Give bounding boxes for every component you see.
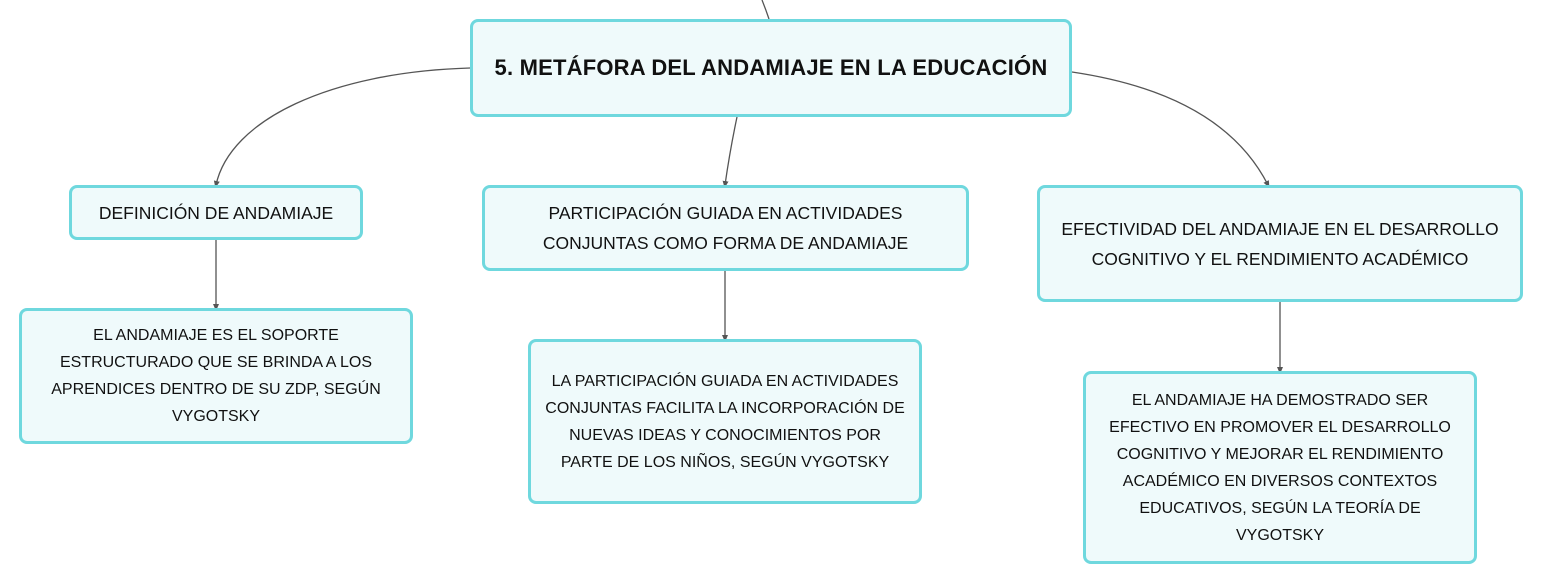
topic-node-label: EFECTIVIDAD DEL ANDAMIAJE EN EL DESARROLLO COGNITIVO Y EL RENDIMIENTO ACADÉMICO <box>1061 218 1499 269</box>
topic-node-efectividad[interactable] <box>1037 185 1523 302</box>
detail-node-text: LA PARTICIPACIÓN GUIADA EN ACTIVIDADES CONJUNTAS FACILITA LA INCORPORACIÓN DE NUEVAS IDEAS Y CONOCIMIENTOS POR PARTE DE LOS NIÑOS, SEGÚN VYGOTSKY <box>545 372 905 471</box>
detail-node-text: EL ANDAMIAJE HA DEMOSTRADO SER EFECTIVO EN PROMOVER EL DESARROLLO COGNITIVO Y MEJORAR EL RENDIMIENTO ACADÉMICO EN DIVERSOS CONTEXTOS EDUCATIVOS, SEGÚN LA TEORÍA DE VYGOTSKY <box>1109 391 1451 544</box>
root-node[interactable] <box>470 19 1072 117</box>
topic-node-label: DEFINICIÓN DE ANDAMIAJE <box>98 202 334 223</box>
connector-root-to-topic-3 <box>1072 72 1268 185</box>
detail-node-efectividad[interactable] <box>1083 371 1477 564</box>
detail-node-participacion-guiada[interactable] <box>528 339 922 504</box>
connector-root-to-topic-2 <box>725 117 737 185</box>
root-node-title: 5. METÁFORA DEL ANDAMIAJE EN LA EDUCACIÓN <box>494 55 1048 80</box>
topic-node-participacion-guiada[interactable] <box>482 185 969 271</box>
detail-node-text: EL ANDAMIAJE ES EL SOPORTE ESTRUCTURADO QUE SE BRINDA A LOS APRENDICES DENTRO DE SU ZDP, SEGÚN VYGOTSKY <box>51 327 381 425</box>
topic-node-label: PARTICIPACIÓN GUIADA EN ACTIVIDADES CONJUNTAS COMO FORMA DE ANDAMIAJE <box>542 203 909 253</box>
detail-node-definicion[interactable] <box>19 308 413 444</box>
topic-node-definicion[interactable] <box>69 185 363 240</box>
connector-root-to-topic-1 <box>216 68 470 185</box>
connector-from-parent <box>762 0 769 19</box>
